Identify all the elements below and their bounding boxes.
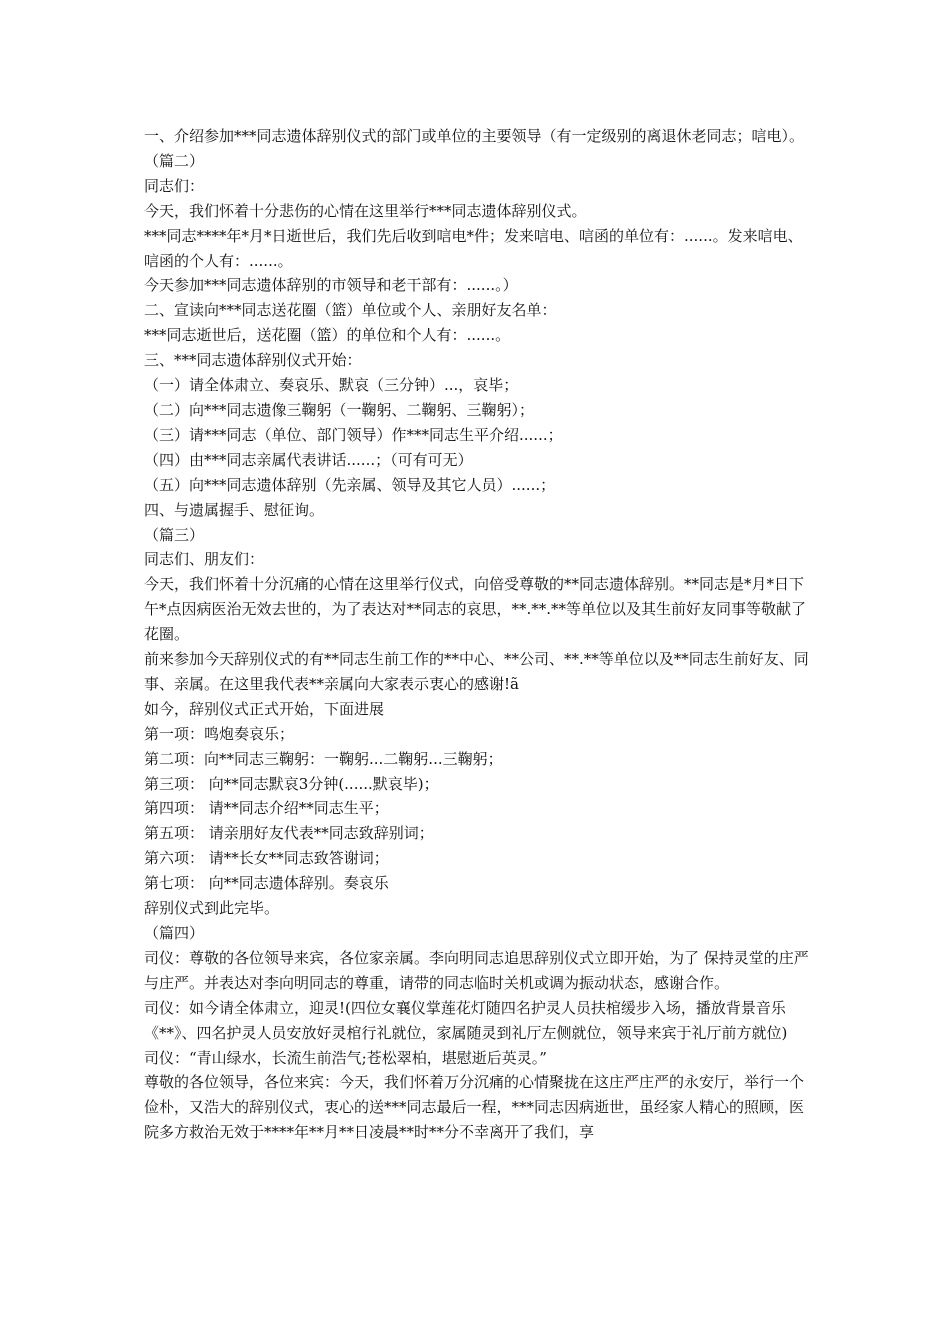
paragraph: 第二项：向**同志三鞠躬：一鞠躬...二鞠躬...三鞠躬； [144,749,503,768]
paragraph: 今天，我们怀着十分沉痛的心情在这里举行仪式，向倍受尊敬的**同志遗体辞别。**同志是*月*日下午*点因病医治无效去世的，为了表达对**同志的哀思，**.**.**等单位以及其生前好友同事等敬献了花圈。 [144,575,807,644]
paragraph: 二、宣读向***同志送花圈（篮）单位或个人、亲朋好友名单： [144,301,557,320]
paragraph: 辞别仪式到此完毕。 [144,899,280,918]
paragraph: 同志们： [144,176,205,195]
paragraph: 尊敬的各位领导，各位来宾：今天，我们怀着万分沉痛的心情聚拢在这庄严庄严的永安厅，举行一个俭朴，又浩大的辞别仪式，衷心的送***同志最后一程，***同志因病逝世，虽经家人精心的照顾，医院多方救治无效于****年**月**日凌晨**时**分不幸离开了我们，享 [144,1073,805,1142]
paragraph: （二）向***同志遗像三鞠躬（一鞠躬、二鞠躬、三鞠躬）； [144,400,535,419]
paragraph: 三、***同志遗体辞别仪式开始： [144,351,362,370]
paragraph: 前来参加今天辞别仪式的有**同志生前工作的**中心、**公司、**.**等单位以及**同志生前好友、同事、亲属。在这里我代表**亲属向大家表示衷心的感谢!ã [144,650,809,693]
paragraph: （三）请***同志（单位、部门领导）作***同志生平介绍......； [144,425,563,444]
paragraph: 第七项： 向**同志遗体辞别。奏哀乐 [144,874,389,893]
paragraph: 第六项： 请**长女**同志致答谢词； [144,849,389,868]
paragraph: 今天参加***同志遗体辞别的市领导和老干部有：......。） [144,276,518,295]
paragraph: 同志们、朋友们： [144,550,265,569]
paragraph: （篇三） [144,525,205,544]
paragraph: 第三项： 向**同志默哀3分钟(......默哀毕)； [144,774,439,793]
paragraph: 今天，我们怀着十分悲伤的心情在这里举行***同志遗体辞别仪式。 [144,201,587,220]
paragraph: 第一项：鸣炮奏哀乐； [144,724,295,743]
paragraph: 第五项： 请亲朋好友代表**同志致辞别词； [144,824,434,843]
paragraph: ***同志逝世后，送花圈（篮）的单位和个人有：......。 [144,326,511,345]
paragraph: 第四项： 请**同志介绍**同志生平； [144,799,389,818]
paragraph: （篇二） [144,151,205,170]
paragraph: ***同志****年*月*日逝世后，我们先后收到唁电*件；发来唁电、唁函的单位有：......。发来唁电、唁函的个人有：......。 [144,226,803,270]
paragraph: （五）向***同志遗体辞别（先亲属、领导及其它人员）......； [144,475,556,494]
paragraph: 一、介绍参加***同志遗体辞别仪式的部门或单位的主要领导（有一定级别的离退休老同志；唁电）。 [144,127,805,145]
paragraph: 如今，辞别仪式正式开始，下面进展 [144,699,385,718]
paragraph: 四、与遗属握手、慰征询。 [144,500,325,519]
paragraph: （一）请全体肃立、奏哀乐、默哀（三分钟）...，哀毕； [144,376,519,395]
paragraph: 司仪：“青山绿水，长流生前浩气;苍松翠柏，堪慰逝后英灵。” [144,1048,547,1067]
paragraph: 司仪：尊敬的各位领导来宾，各位家亲属。李向明同志追思辞别仪式立即开始，为了 保持灵堂的庄严与庄严。并表达对李向明同志的尊重，请带的同志临时关机或调为振动状态，感谢合作。 [144,948,809,992]
document-body [144,124,814,1145]
paragraph: （四）由***同志亲属代表讲话......；（可有可无） [144,450,473,469]
paragraph: （篇四） [144,924,205,942]
paragraph: 司仪：如今请全体肃立，迎灵!(四位女襄仪掌莲花灯随四名护灵人员扶棺缓步入场，播放背景音乐《**》、四名护灵人员安放好灵棺行礼就位，家属随灵到礼厅左侧就位，领导来宾于礼厅前方就位) [144,998,788,1042]
